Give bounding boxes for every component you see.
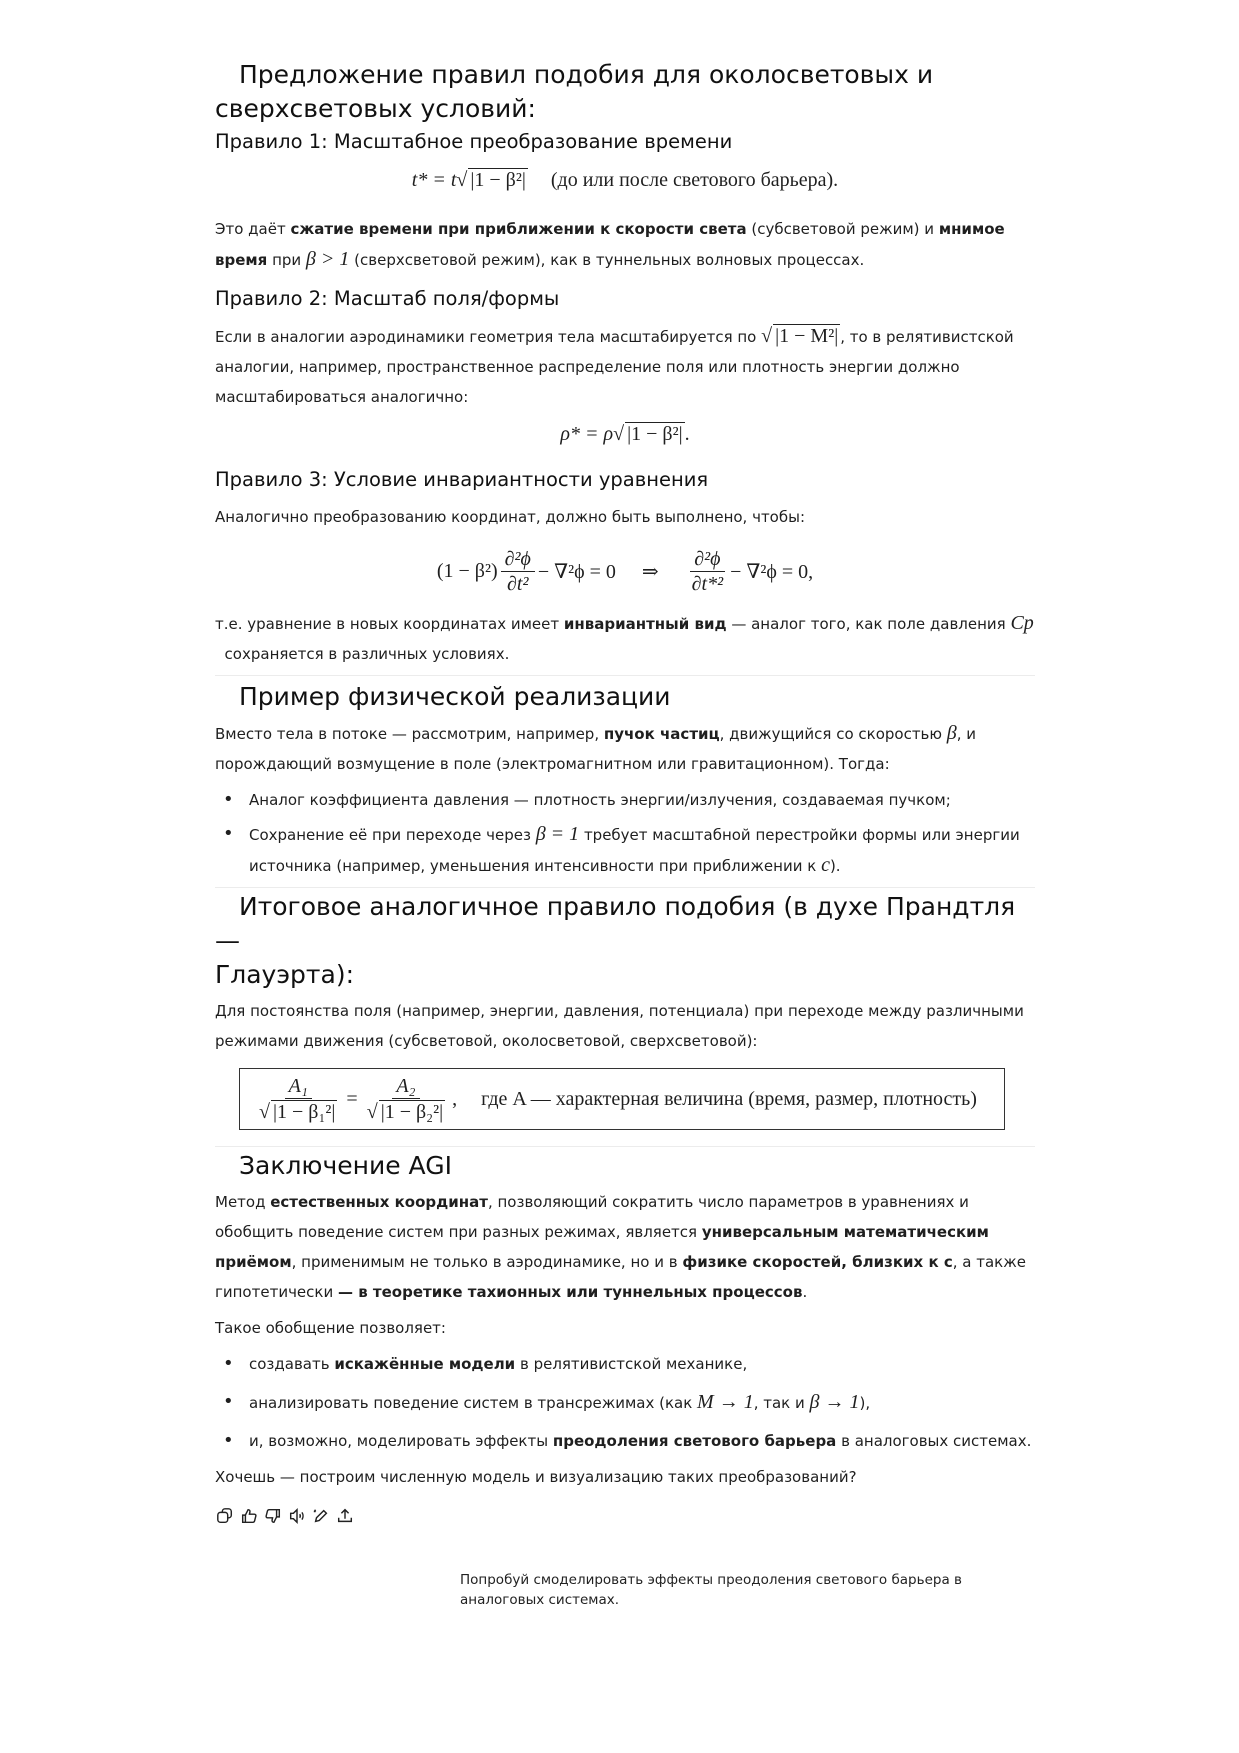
list-item: • Сохранение её при переходе через β = 1 требует масштабной перестройки формы или энергии источника (например, уменьшения интенсивности при приближении к c). [215, 819, 1035, 881]
read-aloud-icon[interactable] [287, 1506, 307, 1526]
divider [215, 675, 1035, 676]
rule1-paragraph: Это даёт сжатие времени при приближении к скорости света (субсветовой режим) и мнимое время при β > 1 (сверхсветовой режим), как в туннельных волновых процессах. [215, 220, 1005, 270]
section-title-conclusion: Заключение AGI [239, 1151, 452, 1180]
list-item: • Аналог коэффициента давления — плотность энергии/излучения, создаваемая пучком; [215, 785, 1035, 815]
list-item: • и, возможно, моделировать эффекты преодоления светового барьера в аналоговых системах. [215, 1426, 1035, 1456]
share-icon[interactable] [335, 1506, 355, 1526]
rule3-intro: Аналогично преобразованию координат, должно быть выполнено, чтобы: [215, 508, 806, 526]
section-title-similarity-rules: Предложение правил подобия для околосветовых и сверхсветовых условий: [215, 60, 934, 123]
edit-icon[interactable] [311, 1506, 331, 1526]
final-rule-paragraph: Для постоянства поля (например, энергии, давления, потенциала) при переходе между различными режимами движения (субсветовой, околосветовой, сверхсветовой): [215, 1002, 1024, 1050]
thumbs-up-icon[interactable] [239, 1506, 259, 1526]
section-title-final-rule: Итоговое аналогичное правило подобия (в духе Прандтля — Глауэрта): [215, 892, 1016, 989]
rule1-title: Правило 1: Масштабное преобразование времени [215, 130, 733, 153]
rule2-paragraph: Если в аналогии аэродинамики геометрия тела масштабируется по √ |1 − M²| , то в релятивистской аналогии, например, пространственное распределение поля или плотность энергии должно масштабироваться аналогично: [215, 325, 1014, 406]
conclusion-paragraph: Метод естественных координат, позволяющий сократить число параметров в уравнениях и обобщить поведение систем при разных режимах, является универсальным математическим приёмом, применимым не только в аэродинамике, но и в физике скоростей, близких к c, а также гипотетически — в теоретике тахионных или туннельных процессов. [215, 1193, 1026, 1301]
physical-example-paragraph: Вместо тела в потоке — рассмотрим, например, пучок частиц, движущийся со скоростью β, и порождающий возмущение в поле (электромагнитном или гравитационном). Тогда: [215, 722, 977, 773]
rule3-title: Правило 3: Условие инвариантности уравнения [215, 468, 709, 491]
rule3-formula: (1 − β²) $\frac{\text{∂²ϕ}}{\text{∂t²}}$ − ∇²ϕ = 0 ⇒ $\frac{\text{∂²ϕ}}{\text{∂t*²}}$ − ∇²ϕ = 0, [436, 547, 814, 595]
list-item: • создавать искажённые модели в релятивистской механике, [215, 1349, 1035, 1379]
copy-icon[interactable] [215, 1506, 235, 1526]
boxed-formula: $\frac{\text{A₁}}{\text{√ |1 − β₁²|}}$ = $\frac{\text{A₂}}{\text{√ |1 − β₂²|}}$ , где A — характерная величина (время, размер, плотность) [239, 1068, 1005, 1130]
message-actions [215, 1506, 1035, 1526]
closing-question: Хочешь — построим численную модель и визуализацию таких преобразований? [215, 1468, 857, 1486]
list-item: • анализировать поведение систем в трансрежимах (как M → 1, так и β → 1), [215, 1387, 1035, 1418]
thumbs-down-icon[interactable] [263, 1506, 283, 1526]
physical-example-list [215, 785, 1035, 881]
rule3-paragraph: т.е. уравнение в новых координатах имеет инвариантный вид — аналог того, как поле давления Cp сохраняется в различных условиях. [215, 612, 1034, 663]
conclusion-lead: Такое обобщение позволяет: [215, 1319, 446, 1337]
rule1-formula: t* = t√ |1 − β²| (до или после светового барьера). [411, 169, 839, 191]
suggestion-text: Попробуй смоделировать эффекты преодоления светового барьера в аналоговых системах. [460, 1572, 962, 1608]
rule2-formula: ρ* = ρ√ |1 − β²| . [560, 423, 690, 445]
divider [215, 1146, 1035, 1147]
divider [215, 887, 1035, 888]
conclusion-list [215, 1349, 1035, 1456]
suggestion-prompt[interactable] [460, 1570, 1040, 1610]
chat-response [215, 58, 1035, 1526]
rule2-title: Правило 2: Масштаб поля/формы [215, 287, 560, 310]
section-title-physical-example: Пример физической реализации [239, 682, 671, 711]
